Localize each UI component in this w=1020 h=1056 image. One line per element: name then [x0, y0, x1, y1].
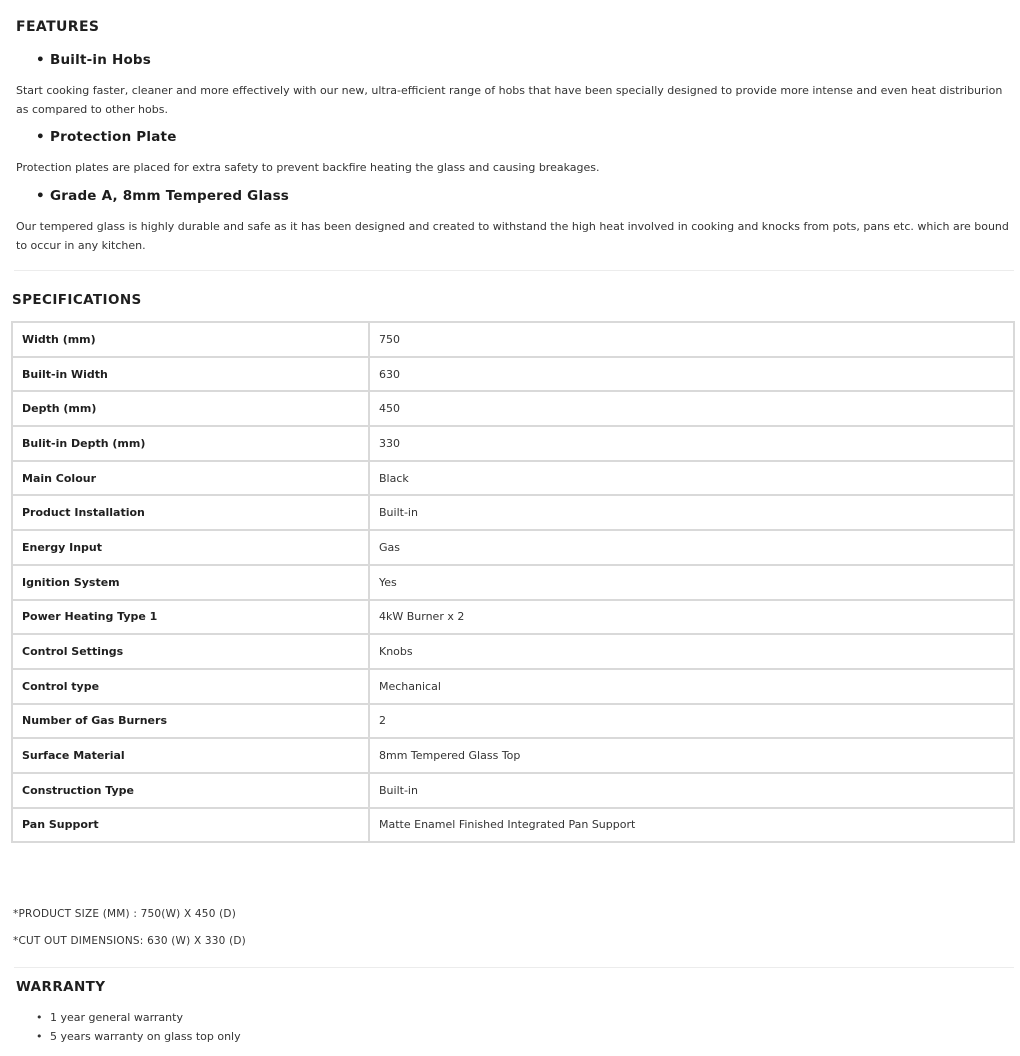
spec-value: 4kW Burner x 2 — [369, 600, 1014, 635]
warranty-heading: WARRANTY — [16, 979, 106, 995]
spec-value: Black — [369, 461, 1014, 496]
table-row — [12, 530, 1014, 565]
spec-label: Surface Material — [12, 738, 369, 773]
spec-label: Number of Gas Burners — [12, 704, 369, 739]
warranty-item: • 5 years warranty on glass top only — [36, 1027, 241, 1046]
warranty-item: • 1 year general warranty — [36, 1008, 241, 1027]
spec-value: Knobs — [369, 634, 1014, 669]
spec-label: Control Settings — [12, 634, 369, 669]
table-row — [12, 426, 1014, 461]
section-divider — [14, 270, 1014, 271]
table-row — [12, 322, 1014, 357]
spec-label: Construction Type — [12, 773, 369, 808]
specifications-heading: SPECIFICATIONS — [12, 292, 142, 308]
table-row — [12, 495, 1014, 530]
spec-value: Built-in — [369, 495, 1014, 530]
spec-value: 330 — [369, 426, 1014, 461]
spec-label: Control type — [12, 669, 369, 704]
table-row — [12, 391, 1014, 426]
spec-label: Main Colour — [12, 461, 369, 496]
spec-label: Product Installation — [12, 495, 369, 530]
table-row — [12, 634, 1014, 669]
feature-title-built-in-hobs: • Built-in Hobs — [50, 52, 151, 68]
feature-title-protection-plate: • Protection Plate — [50, 129, 177, 145]
feature-description-protection-plate: Protection plates are placed for extra safety to prevent backfire heating the glass and causing breakages. — [16, 161, 600, 174]
table-row — [12, 808, 1014, 843]
spec-label: Power Heating Type 1 — [12, 600, 369, 635]
spec-value: 8mm Tempered Glass Top — [369, 738, 1014, 773]
feature-title-tempered-glass: • Grade A, 8mm Tempered Glass — [50, 188, 289, 204]
table-row — [12, 669, 1014, 704]
spec-label: Built-in Width — [12, 357, 369, 392]
product-size-note: *PRODUCT SIZE (MM) : 750(W) X 450 (D) — [13, 908, 236, 920]
spec-label: Energy Input — [12, 530, 369, 565]
spec-label: Bulit-in Depth (mm) — [12, 426, 369, 461]
feature-description-built-in-hobs: Start cooking faster, cleaner and more effectively with our new, ultra-efficient range of hobs that have been specially designed to provide more intense and even heat distriburion as compared to other hobs. — [16, 84, 1003, 116]
table-row — [12, 565, 1014, 600]
table-row — [12, 600, 1014, 635]
spec-value: Yes — [369, 565, 1014, 600]
spec-value: 630 — [369, 357, 1014, 392]
spec-value: 2 — [369, 704, 1014, 739]
spec-label: Width (mm) — [12, 322, 369, 357]
table-row — [12, 704, 1014, 739]
spec-value: Matte Enamel Finished Integrated Pan Support — [369, 808, 1014, 843]
spec-value: Gas — [369, 530, 1014, 565]
spec-label: Ignition System — [12, 565, 369, 600]
warranty-list — [36, 1008, 241, 1046]
spec-value: 450 — [369, 391, 1014, 426]
cutout-dimensions-note: *CUT OUT DIMENSIONS: 630 (W) X 330 (D) — [13, 935, 246, 947]
feature-description-tempered-glass: Our tempered glass is highly durable and safe as it has been designed and created to withstand the high heat involved in cooking and knocks from pots, pans etc. which are bound to occur in any kitchen. — [16, 220, 1009, 252]
spec-label: Pan Support — [12, 808, 369, 843]
section-divider — [14, 967, 1014, 968]
spec-value: Mechanical — [369, 669, 1014, 704]
spec-value: Built-in — [369, 773, 1014, 808]
table-row — [12, 357, 1014, 392]
features-heading: FEATURES — [16, 19, 100, 35]
table-row — [12, 738, 1014, 773]
specifications-table — [11, 321, 1015, 843]
table-row — [12, 461, 1014, 496]
spec-value: 750 — [369, 322, 1014, 357]
table-row — [12, 773, 1014, 808]
spec-label: Depth (mm) — [12, 391, 369, 426]
